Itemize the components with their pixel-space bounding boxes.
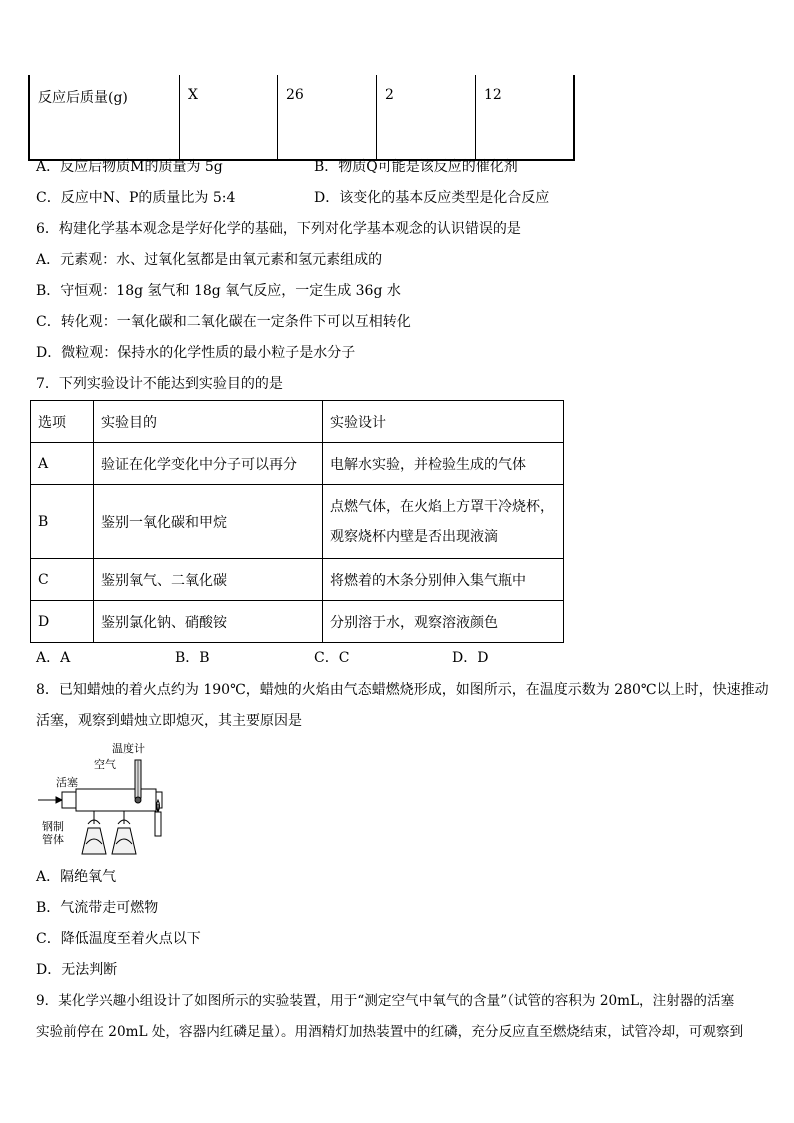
experiment-table [30, 400, 564, 643]
row-design: 将燃着的木条分别伸入集气瓶中 [323, 559, 564, 601]
candle-apparatus-figure [36, 742, 186, 862]
row-purpose: 鉴别氧气、二氧化碳 [94, 559, 323, 601]
q6-stem: 6．构建化学基本观念是学好化学的基础，下列对化学基本观念的认识错误的是 [36, 221, 521, 237]
table-row [31, 443, 564, 485]
label-piston: 活塞 [56, 776, 78, 789]
q6-option-b: B．守恒观：18g 氢气和 18g 氧气反应，一定生成 36g 水 [36, 283, 401, 299]
q9-line1: 9．某化学兴趣小组设计了如图所示的实验装置，用于“测定空气中氧气的含量”（试管的容积为 20mL，注射器的活塞 [36, 993, 735, 1009]
cell-p: 2 [377, 75, 476, 160]
header-option: 选项 [31, 401, 94, 443]
q7-option-c: C．C [314, 650, 350, 666]
q5-option-b: B．物质Q可能是该反应的催化剂 [314, 159, 518, 175]
cell-n: 26 [278, 75, 377, 160]
q8-option-d: D．无法判断 [36, 962, 118, 978]
q9-line2: 实验前停在 20mL 处，容器内红磷足量）。用酒精灯加热装置中的红磷，充分反应直至燃烧结束，试管冷却，可观察到 [36, 1024, 744, 1040]
row-purpose: 鉴别一氧化碳和甲烷 [94, 485, 323, 559]
q8-stem-line1: 8．已知蜡烛的着火点约为 190℃，蜡烛的火焰由气态蜡燃烧形成，如图所示，在温度示数为 280℃以上时，快速推动 [36, 682, 769, 698]
q6-option-c: C．转化观：一氧化碳和二氧化碳在一定条件下可以互相转化 [36, 314, 411, 330]
table-row [29, 75, 574, 160]
row-purpose: 验证在化学变化中分子可以再分 [94, 443, 323, 485]
row-option: C [31, 559, 94, 601]
label-thermometer: 温度计 [112, 742, 145, 755]
q6-option-a: A．元素观：水、过氧化氢都是由氧元素和氢元素组成的 [36, 252, 383, 268]
q5-option-a: A．反应后物质M的质量为 5g [36, 159, 223, 175]
label-tube-line1: 钢制 [42, 820, 64, 833]
label-air: 空气 [94, 758, 116, 771]
mass-table-partial [28, 75, 575, 161]
cell-m: X [180, 75, 278, 160]
q8-option-c: C．降低温度至着火点以下 [36, 931, 201, 947]
row-option: D [31, 601, 94, 643]
q8-option-b: B．气流带走可燃物 [36, 900, 159, 916]
row-option: A [31, 443, 94, 485]
q6-option-d: D．微粒观：保持水的化学性质的最小粒子是水分子 [36, 345, 356, 361]
header-purpose: 实验目的 [94, 401, 323, 443]
row-label: 反应后质量(g) [29, 75, 180, 160]
table-header-row [31, 401, 564, 443]
row-design: 电解水实验，并检验生成的气体 [323, 443, 564, 485]
q7-stem: 7．下列实验设计不能达到实验目的的是 [36, 376, 283, 392]
q5-option-c: C．反应中N、P的质量比为 5:4 [36, 190, 236, 206]
table-row [31, 485, 564, 559]
header-design: 实验设计 [323, 401, 564, 443]
q7-option-b: B．B [175, 650, 210, 666]
q5-option-d: D．该变化的基本反应类型是化合反应 [314, 190, 550, 206]
row-design-line: 点燃气体，在火焰上方罩干冷烧杯， [330, 498, 554, 515]
table-row [31, 559, 564, 601]
row-purpose: 鉴别氯化钠、硝酸铵 [94, 601, 323, 643]
row-design-line: 观察烧杯内壁是否出现液滴 [330, 528, 498, 545]
q8-option-a: A．隔绝氧气 [36, 869, 117, 885]
q8-stem-line2: 活塞，观察到蜡烛立即熄灭，其主要原因是 [36, 713, 302, 729]
row-design: 分别溶于水，观察溶液颜色 [323, 601, 564, 643]
table-row [31, 601, 564, 643]
label-tube-line2: 管体 [42, 833, 64, 846]
row-design [323, 485, 564, 559]
q7-option-d: D．D [452, 650, 489, 666]
q7-option-a: A．A [36, 650, 71, 666]
row-option: B [31, 485, 94, 559]
cell-q: 12 [476, 75, 575, 160]
